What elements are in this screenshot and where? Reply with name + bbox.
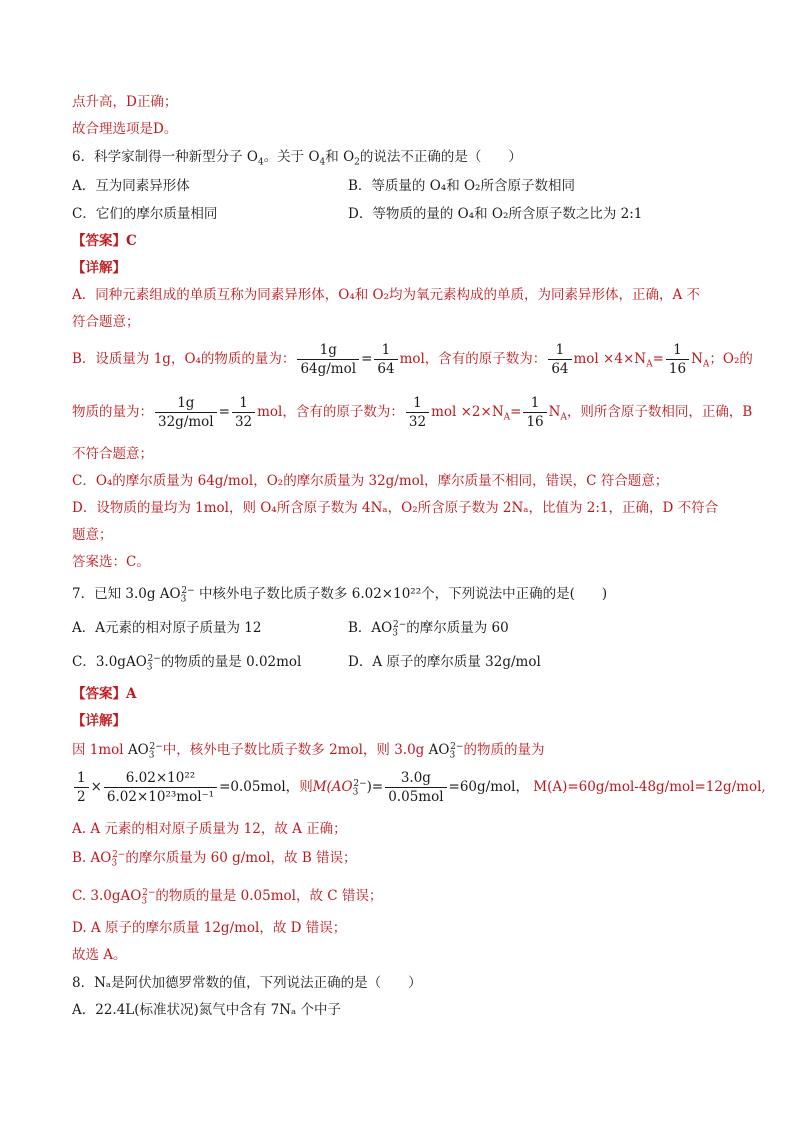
- q6-answer: 【答案】C: [72, 233, 137, 249]
- fraction: $\frac{1}{16}$: [666, 341, 689, 378]
- q6-explain-c: C．O₄的摩尔质量为 64g/mol，O₂的摩尔质量为 32g/mol，摩尔质量不相同，错误，C 符合题意；: [72, 473, 669, 489]
- fraction: $\frac{1}{2}$: [74, 769, 89, 806]
- q7-explain-a: A. A 元素的相对原子质量为 12，故 A 正确；: [72, 821, 347, 837]
- q7-detail-label: 【详解】: [72, 713, 126, 729]
- q7-option-b: B．$AO_3^{2-}$的摩尔质量为 60: [348, 619, 509, 639]
- q7-explain-b: B. $AO_3^{2-}$的摩尔质量为 60 g/mol，故 B 错误；: [72, 849, 357, 869]
- q7-option-c: C．3.0gAO$_3^{2-}$的物质的量是 0.02mol: [72, 653, 302, 673]
- q6-explain-d-2: 题意；: [72, 527, 113, 543]
- fraction: $\frac{1}{64}$: [374, 341, 397, 378]
- q7-explain-d: D. A 原子的摩尔质量 12g/mol，故 D 错误；: [72, 920, 347, 936]
- q6-stem: 6．科学家制得一种新型分子 $O_4$。关于 $O_4$和 $O_2$的说法不正确的是（ ）: [72, 149, 522, 168]
- fraction: $\frac{1}{32}$: [232, 394, 255, 431]
- q6-detail-label: 【详解】: [72, 260, 126, 276]
- q7-answer: 【答案】A: [72, 686, 137, 702]
- q6-option-d: D．等物质的量的 O₄和 O₂所含原子数之比为 2:1: [348, 206, 643, 222]
- prev-line-1: 点升高，D正确；: [72, 94, 178, 110]
- q6-explain-b-1: B．设质量为 1g，O₄的物质的量为： $\frac{1g}{\text{64g/mol}}$ = $\frac{1}{64}$ mol，含有的原子数为： $\frac{1}{64}$ mol $\times 4\times N_A=$ $\frac{1}{16}$ $N_A$；O₂的: [72, 342, 753, 377]
- fraction: $\frac{\text{6.02×10²²}}{\text{6.02×10²³mol⁻¹}}$: [104, 769, 217, 806]
- prev-line-2: 故合理选项是D。: [72, 121, 178, 137]
- fraction: $\frac{1}{32}$: [406, 394, 429, 431]
- fraction: $\frac{1g}{\text{64g/mol}}$: [297, 341, 359, 378]
- q6-final: 答案选：C。: [72, 554, 150, 570]
- q7-option-d: D．A 原子的摩尔质量 32g/mol: [348, 654, 541, 670]
- q7-stem: 7．已知 3.0g $AO_3^{2-}$ 中核外电子数比质子数多 6.02×10²²个，下列说法中正确的是( ): [72, 585, 608, 605]
- q6-explain-b-3: 不符合题意；: [72, 446, 153, 462]
- q6-explain-a-2: 符合题意；: [72, 314, 140, 330]
- q7-option-a: A．A元素的相对原子质量为 12: [72, 620, 262, 636]
- q7-explain-1: 因 1mol $AO_3^{2-}$中，核外电子数比质子数多 2mol，则 3.0g $AO_3^{2-}$的物质的量为: [72, 741, 545, 761]
- q8-stem: 8．Nₐ是阿伏加德罗常数的值，下列说法正确的是（ ）: [72, 975, 422, 991]
- fraction: $\frac{1}{16}$: [523, 394, 546, 431]
- q6-option-a: A．互为同素异形体: [72, 178, 190, 194]
- q6-option-c: C．它们的摩尔质量相同: [72, 206, 218, 222]
- q7-explain-c: C. 3.0gAO$_3^{2-}$的物质的量是 0.05mol，故 C 错误；: [72, 887, 383, 907]
- fraction: $\frac{3.0g}{\text{0.05mol}}$: [385, 769, 446, 806]
- q6-explain-d-1: D．设物质的量均为 1mol，则 O₄所含原子数为 4Nₐ，O₂所含原子数为 2Nₐ，比值为 2:1，正确，D 不符合: [72, 500, 719, 516]
- q7-calculation: $\frac{1}{2}$ × $\frac{\text{6.02×10²²}}{\text{6.02×10²³mol⁻¹}}$ =0.05mol，则$M(AO_3^{2-})=$ $\frac{3.0g}{\text{0.05mol}}$ =60g/mol， M(A)=60g/mol-48g/mol=12g/mol,: [72, 765, 766, 809]
- q6-explain-b-2: 物质的量为： $\frac{1g}{\text{32g/mol}}$ = $\frac{1}{32}$ mol，含有的原子数为： $\frac{1}{32}$ mol $\times 2\times N_A=$ $\frac{1}{16}$ $N_A$，则所含原子数相同，正确，B: [72, 395, 753, 430]
- q7-final: 故选 A。: [72, 947, 127, 963]
- q6-option-b: B．等质量的 O₄和 O₂所含原子数相同: [348, 178, 575, 194]
- q6-explain-a-1: A．同种元素组成的单质互称为同素异形体，O₄和 O₂均为氧元素构成的单质，为同素异形体，正确，A 不: [72, 287, 701, 303]
- fraction: $\frac{1}{64}$: [548, 341, 571, 378]
- fraction: $\frac{1g}{\text{32g/mol}}$: [155, 394, 217, 431]
- q8-option-a: A．22.4L(标准状况)氮气中含有 7Nₐ 个中子: [72, 1002, 341, 1018]
